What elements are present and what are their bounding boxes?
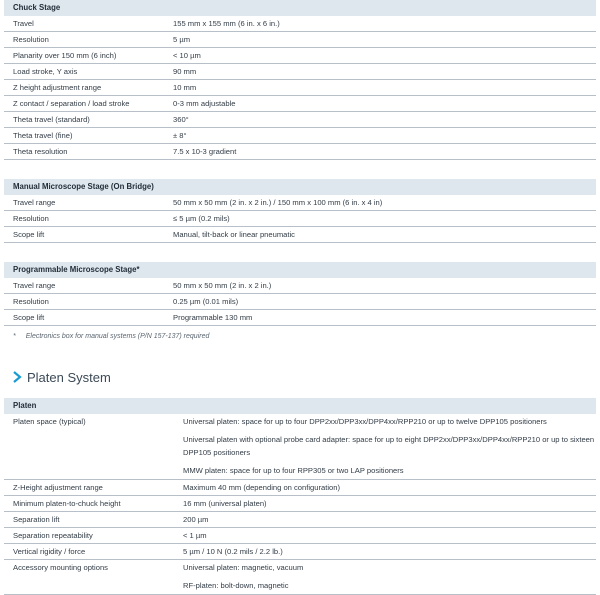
chevron-right-icon [12, 371, 22, 383]
platen-table [0, 398, 600, 595]
spec-label: Resolution [13, 214, 49, 223]
spec-value: Maximum 40 mm (depending on configuration) [183, 483, 341, 492]
table-row [4, 16, 596, 32]
spec-label: Platen space (typical) [13, 417, 86, 426]
table-row [4, 96, 596, 112]
table-row [4, 48, 596, 64]
chuck-stage-heading: Chuck Stage [4, 0, 596, 16]
table-row [4, 480, 596, 496]
spec-label: Theta travel (fine) [13, 131, 73, 140]
table-row [4, 278, 596, 294]
spec-label: Z contact / separation / load stroke [13, 99, 130, 108]
spec-value: 50 mm x 50 mm (2 in. x 2 in.) / 150 mm x 100 mm (6 in. x 4 in) [173, 198, 383, 207]
spec-value: Programmable 130 mm [173, 313, 253, 322]
spec-value: 50 mm x 50 mm (2 in. x 2 in.) [173, 281, 272, 290]
spec-label: Scope lift [13, 313, 45, 322]
spec-label: Scope lift [13, 230, 45, 239]
spec-label: Accessory mounting options [13, 563, 108, 572]
programmable-microscope-table [0, 278, 600, 326]
spec-label: Vertical rigidity / force [13, 547, 86, 556]
table-row [4, 195, 596, 211]
spec-label: Separation repeatability [13, 531, 93, 540]
table-row [4, 496, 596, 512]
table-row [4, 64, 596, 80]
spec-value: 90 mm [173, 67, 197, 76]
table-row [4, 144, 596, 160]
spec-value: 155 mm x 155 mm (6 in. x 6 in.) [173, 19, 280, 28]
chuck-stage-table [0, 16, 600, 160]
spec-label: Z height adjustment range [13, 83, 102, 92]
table-row [4, 211, 596, 227]
spec-value-paragraph: MMW platen: space for up to four RPP305 or two LAP positioners [183, 466, 404, 475]
table-row [4, 528, 596, 544]
spec-value: 5 µm [173, 35, 191, 44]
spec-value: 0.25 µm (0.01 mils) [173, 297, 239, 306]
spec-value-paragraph: Universal platen with optional probe card adapter: space for up to eight DPP2xx/DPP3xx/DPP4xx/RPP210 or up to sixteen DPP105 positioners [183, 435, 595, 457]
table-row [4, 128, 596, 144]
spec-value: < 10 µm [173, 51, 201, 60]
spec-label: Travel range [13, 281, 56, 290]
spec-value: 16 mm (universal platen) [183, 499, 267, 508]
spec-value: 7.5 x 10-3 gradient [173, 147, 237, 156]
footnote [13, 331, 600, 343]
spec-value-paragraph: Universal platen: magnetic, vacuum [183, 563, 304, 572]
table-row [4, 544, 596, 560]
spec-value: 0-3 mm adjustable [173, 99, 236, 108]
spec-label: Planarity over 150 mm (6 inch) [13, 51, 117, 60]
table-row [4, 414, 596, 480]
spec-label: Resolution [13, 297, 49, 306]
table-row [4, 227, 596, 243]
spec-value: Manual, tilt-back or linear pneumatic [173, 230, 295, 239]
table-row [4, 112, 596, 128]
spec-value: ≤ 5 µm (0.2 mils) [173, 214, 230, 223]
spec-value: ± 8° [173, 131, 187, 140]
spec-value-paragraph: RF-platen: bolt-down, magnetic [183, 581, 289, 590]
table-row [4, 294, 596, 310]
platen-heading: Platen [4, 398, 596, 414]
spec-value [183, 560, 596, 594]
spec-label: Resolution [13, 35, 49, 44]
spec-value: < 1 µm [183, 531, 207, 540]
table-row [4, 32, 596, 48]
spec-label: Minimum platen-to-chuck height [13, 499, 121, 508]
spec-label: Travel range [13, 198, 56, 207]
manual-microscope-table [0, 195, 600, 243]
table-row [4, 560, 596, 595]
spec-label: Theta travel (standard) [13, 115, 90, 124]
platen-system-title [12, 367, 600, 387]
manual-microscope-heading: Manual Microscope Stage (On Bridge) [4, 179, 596, 195]
programmable-microscope-heading: Programmable Microscope Stage* [4, 262, 596, 278]
table-row [4, 512, 596, 528]
spec-label: Travel [13, 19, 34, 28]
spec-value: 10 mm [173, 83, 197, 92]
section-title: Platen System [27, 369, 111, 385]
footnote-marker: * [13, 333, 16, 340]
spec-label: Theta resolution [13, 147, 68, 156]
footnote-text: Electronics box for manual systems (P/N 157-137) required [25, 333, 210, 340]
spec-label: Z-Height adjustment range [13, 483, 103, 492]
spec-value: 200 µm [183, 515, 209, 524]
spec-label: Separation lift [13, 515, 60, 524]
spec-label: Load stroke, Y axis [13, 67, 78, 76]
spec-value: 5 µm / 10 N (0.2 mils / 2.2 lb.) [183, 547, 283, 556]
table-row [4, 80, 596, 96]
spec-value [183, 414, 596, 479]
spec-value-paragraph: Universal platen: space for up to four DPP2xx/DPP3xx/DPP4xx/RPP210 or up to twelve DPP105 positioners [183, 417, 547, 426]
table-row [4, 310, 596, 326]
spec-value: 360° [173, 115, 189, 124]
